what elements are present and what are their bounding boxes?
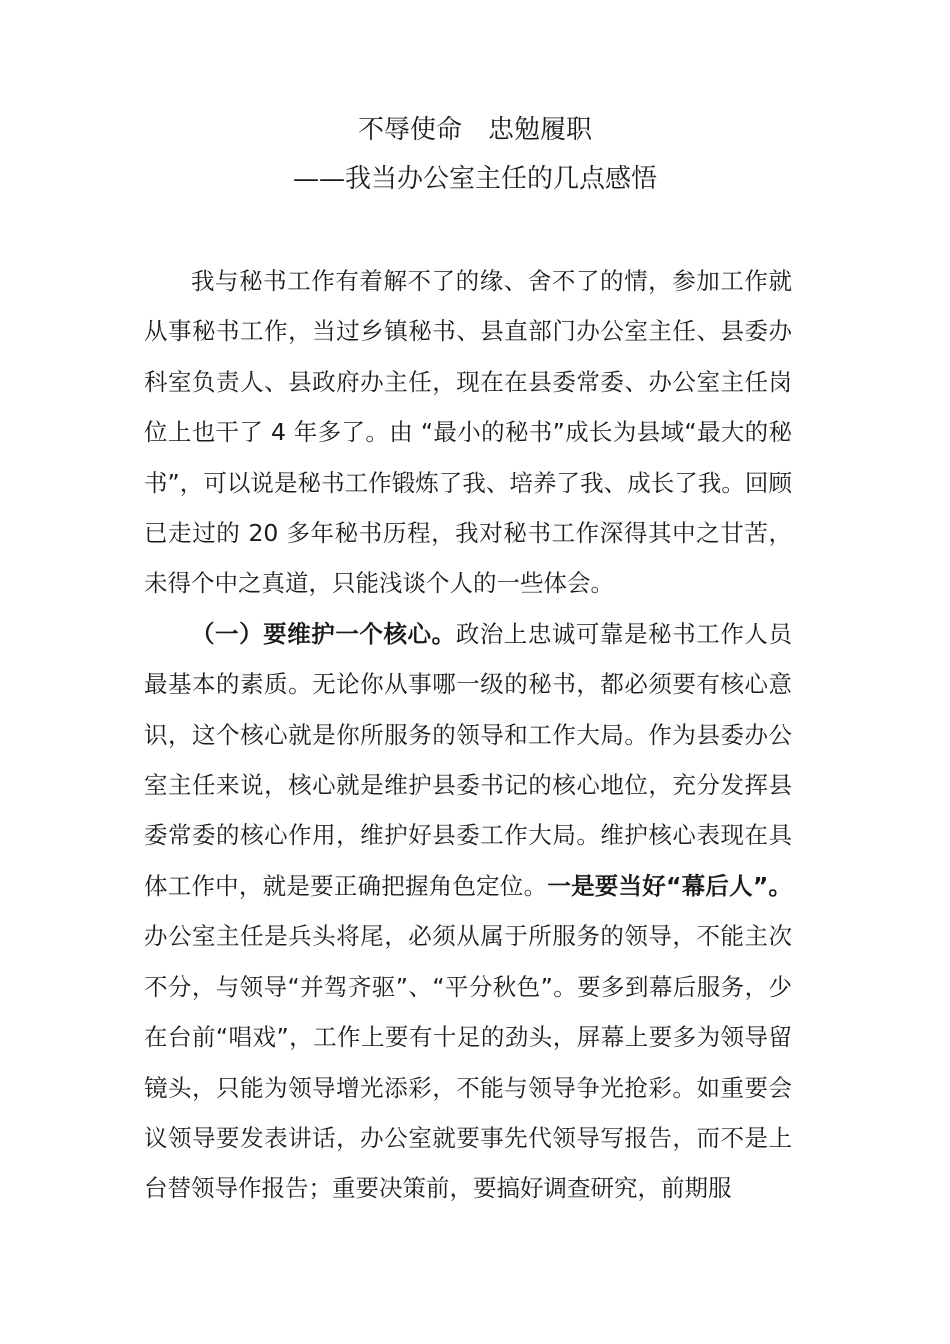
paragraph-section-one: [144, 609, 792, 1214]
section-one-point-one: 一是要当好“幕后人”。: [547, 871, 793, 900]
paragraph-intro: 我与秘书工作有着解不了的缘、舍不了的情，参加工作就从事秘书工作，当过乡镇秘书、县直部门办公室主任、县委办科室负责人、县政府办主任，现在在县委常委、办公室主任岗位上也干了 4 年多了。由 “最小的秘书”成长为县域“最大的秘书”，可以说是秘书工作锻炼了我、培养了我、成长了我。回顾已走过的 20 多年秘书历程，我对秘书工作深得其中之甘苦，未得个中之真道，只能浅谈个人的一些体会。: [144, 267, 792, 598]
document-subtitle: ——我当办公室主任的几点感悟: [292, 164, 657, 194]
document-title: 不辱使命 忠勉履职: [357, 115, 592, 145]
document-body: [144, 256, 792, 1214]
section-one-text-c: 办公室主任是兵头将尾，必须从属于所服务的领导，不能主次不分，与领导“并驾齐驱”、“平分秋色”。要多到幕后服务，少在台前“唱戏”，工作上要有十足的劲头，屏幕上要多为领导留镜头，只能为领导增光添彩，不能与领导争光抢彩。如重要会议领导要发表讲话，办公室就要事先代领导写报告，而不是上台替领导作报告；重要决策前，要搞好调查研究，前期服: [144, 922, 792, 1203]
section-one-text-a: 政治上忠诚可靠是秘书工作人员最基本的素质。无论你从事哪一级的秘书，都必须要有核心意识，这个核心就是你所服务的领导和工作大局。作为县委办公室主任来说，核心就是维护县委书记的核心地位，充分发挥县委常委的核心作用，维护好县委工作大局。维护核心表现在具体工作中，就是要正确把握角色定位。: [144, 619, 792, 900]
section-one-heading: （一）要维护一个核心。: [191, 619, 456, 648]
